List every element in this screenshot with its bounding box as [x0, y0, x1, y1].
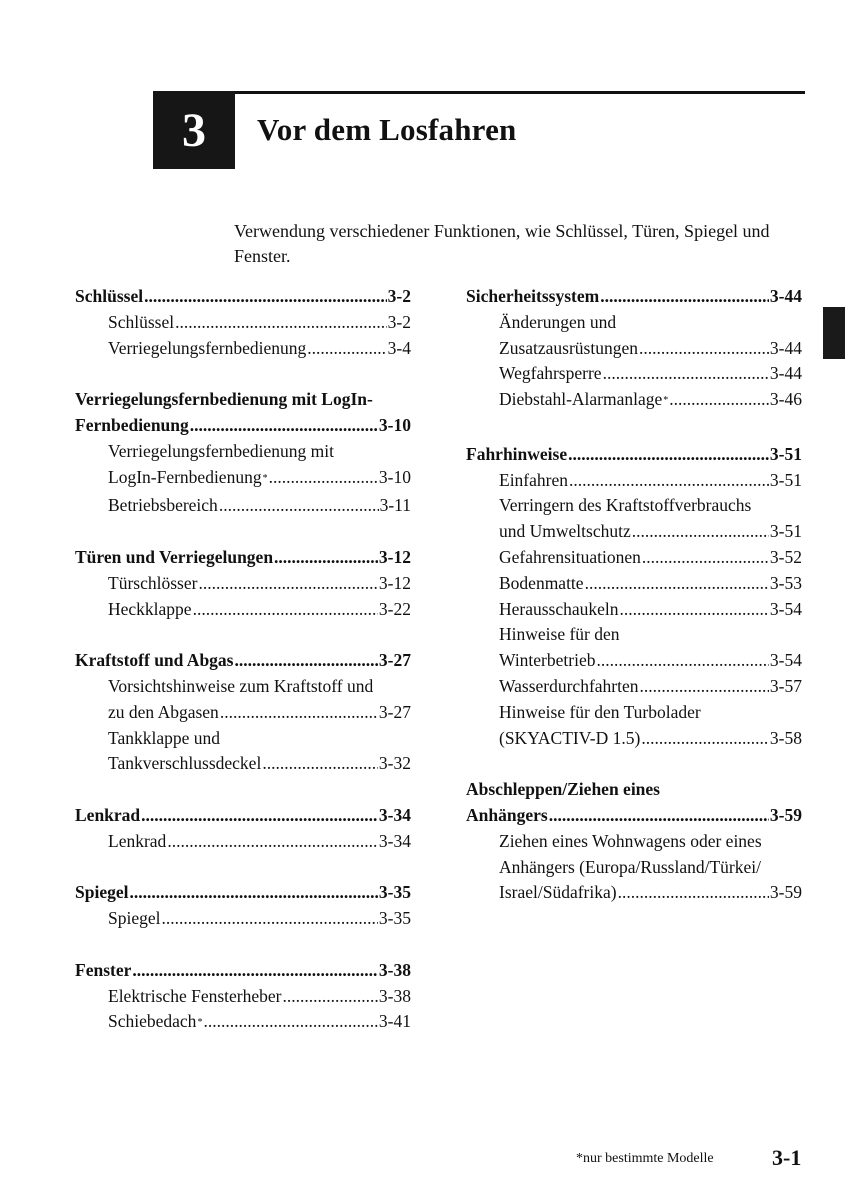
toc-section-title-line: Abschleppen/Ziehen eines — [466, 779, 660, 800]
toc-page-number: 3-51 — [769, 521, 802, 542]
toc-entry[interactable] — [466, 361, 802, 387]
toc-page-number: 3-12 — [378, 546, 411, 567]
toc-page-number: 3-59 — [769, 882, 802, 903]
toc-page-number: 3-34 — [378, 804, 411, 825]
dot-leader — [129, 880, 377, 906]
toc-page-number: 3-44 — [769, 337, 802, 358]
toc-entry[interactable] — [75, 700, 411, 726]
toc-entry[interactable] — [75, 465, 411, 494]
dot-leader — [132, 958, 378, 984]
toc-entry-title: Schiebedach — [108, 1011, 197, 1032]
toc-section-heading[interactable] — [466, 284, 802, 310]
toc-entry[interactable] — [466, 468, 802, 494]
toc-page-number: 3-38 — [378, 985, 411, 1006]
toc-section — [75, 545, 411, 622]
dot-leader — [596, 648, 768, 674]
dot-leader — [549, 803, 769, 829]
toc-entry[interactable] — [466, 571, 802, 597]
toc-section — [466, 777, 802, 906]
toc-page-number: 3-54 — [769, 650, 802, 671]
toc-page-number: 3-32 — [378, 753, 411, 774]
toc-section-title: Fenster — [75, 959, 132, 980]
toc-section — [75, 648, 411, 777]
toc-entry-title: Bodenmatte — [499, 572, 584, 593]
asterisk-marker: * — [262, 472, 268, 484]
toc-page-number: 3-34 — [378, 830, 411, 851]
toc-entry[interactable] — [75, 751, 411, 777]
toc-page-number: 3-46 — [769, 389, 802, 410]
toc-section — [466, 284, 802, 416]
header-rule — [233, 91, 805, 94]
toc-entry-title: LogIn-Fernbedienung — [108, 466, 262, 487]
toc-entry-title: und Umweltschutz — [499, 521, 631, 542]
toc-page-number: 3-52 — [769, 546, 802, 567]
toc-entry-title-line: Ziehen eines Wohnwagens oder eines — [499, 830, 762, 851]
dot-leader — [632, 519, 769, 545]
toc-section-heading[interactable] — [75, 880, 411, 906]
toc-entry[interactable] — [466, 336, 802, 362]
asterisk-marker: * — [197, 1017, 203, 1029]
toc-entry[interactable] — [75, 310, 411, 336]
toc-section-heading[interactable] — [75, 803, 411, 829]
toc-section-heading[interactable] — [75, 648, 411, 674]
dot-leader — [144, 284, 387, 310]
toc-section — [75, 803, 411, 855]
toc-page-number: 3-57 — [769, 675, 802, 696]
toc-page-number: 3-10 — [378, 414, 411, 435]
toc-page-number: 3-35 — [378, 882, 411, 903]
dot-leader — [269, 465, 378, 491]
toc-entry[interactable] — [75, 829, 411, 855]
toc-entry[interactable] — [466, 545, 802, 571]
toc-entry[interactable] — [466, 726, 802, 752]
toc-page-number: 3-35 — [378, 908, 411, 929]
toc-section-title: Fernbedienung — [75, 414, 189, 435]
toc-section-heading[interactable] — [466, 442, 802, 468]
toc-entry-title: Betriebsbereich — [108, 495, 218, 516]
toc-entry-title: (SKYACTIV-D 1.5) — [499, 727, 641, 748]
toc-page-number: 3-41 — [378, 1011, 411, 1032]
chapter-title: Vor dem Losfahren — [257, 112, 517, 147]
toc-section-title: Lenkrad — [75, 804, 141, 825]
toc-entry[interactable] — [466, 519, 802, 545]
toc-entry-title-line: Verriegelungsfernbedienung mit — [108, 440, 334, 461]
toc-entry-title: zu den Abgasen — [108, 701, 219, 722]
toc-entry-title: Türschlösser — [108, 572, 198, 593]
toc-page-number: 3-51 — [769, 443, 802, 464]
toc-entry-title-line: Änderungen und — [499, 311, 617, 332]
toc-entry[interactable] — [466, 648, 802, 674]
toc-page-number: 3-22 — [378, 598, 411, 619]
toc-entry-title-line: Hinweise für den — [499, 624, 620, 645]
toc-entry[interactable] — [75, 597, 411, 623]
dot-leader — [282, 984, 377, 1010]
toc-section-title-line: Verriegelungsfernbedienung mit LogIn- — [75, 389, 373, 410]
toc-section-heading[interactable] — [75, 545, 411, 571]
toc-entry-title: Herausschaukeln — [499, 598, 619, 619]
chapter-intro: Verwendung verschiedener Funktionen, wie Schlüssel, Türen, Spiegel und Fenster. — [234, 221, 770, 266]
toc-section-heading[interactable] — [75, 413, 411, 439]
toc-entry[interactable] — [466, 674, 802, 700]
dot-leader — [642, 545, 769, 571]
toc-entry-title-line: Verringern des Kraftstoffverbrauchs — [499, 495, 752, 516]
toc-entry-title: Zusatzausrüstungen — [499, 337, 638, 358]
toc-right-column — [466, 284, 802, 932]
toc-page-number: 3-10 — [378, 466, 411, 487]
toc-entry-title: Wegfahrsperre — [499, 363, 602, 384]
dot-leader — [162, 906, 378, 932]
toc-entry-title-line: Tankklappe und — [108, 727, 221, 748]
toc-page-number: 3-11 — [379, 495, 411, 516]
toc-entry-title: Heckklappe — [108, 598, 192, 619]
toc-left-column — [75, 284, 411, 1064]
toc-entry[interactable] — [75, 906, 411, 932]
dot-leader — [190, 413, 378, 439]
chapter-tab-marker — [823, 307, 845, 359]
toc-entry-title-line: Vorsichtshinweise zum Kraftstoff und — [108, 675, 374, 696]
dot-leader — [640, 674, 769, 700]
toc-page-number: 3-4 — [387, 337, 411, 358]
toc-section-title: Anhängers — [466, 804, 548, 825]
toc-section-title: Kraftstoff und Abgas — [75, 650, 234, 671]
toc-entry-title: Tankverschlussdeckel — [108, 753, 262, 774]
toc-entry[interactable] — [75, 1009, 411, 1038]
chapter-number: 3 — [182, 103, 206, 157]
toc-section — [75, 284, 411, 361]
toc-entry-title: Verriegelungsfernbedienung — [108, 337, 307, 358]
toc-entry[interactable] — [75, 336, 411, 362]
dot-leader — [568, 442, 769, 468]
dot-leader — [262, 751, 378, 777]
toc-entry-title: Spiegel — [108, 908, 161, 929]
dot-leader — [219, 493, 379, 519]
toc-entry-title: Elektrische Fensterheber — [108, 985, 282, 1006]
dot-leader — [620, 597, 769, 623]
toc-section-title: Türen und Verriegelungen — [75, 546, 274, 567]
toc-entry[interactable] — [75, 571, 411, 597]
toc-entry-title: Schlüssel — [108, 311, 175, 332]
page-number: 3-1 — [772, 1145, 802, 1170]
toc-section — [466, 442, 802, 752]
toc-page-number: 3-51 — [769, 469, 802, 490]
toc-page-number: 3-54 — [769, 598, 802, 619]
toc-page-number: 3-27 — [378, 701, 411, 722]
dot-leader — [193, 597, 378, 623]
dot-leader — [639, 336, 769, 362]
dot-leader — [167, 829, 378, 855]
toc-section-title: Spiegel — [75, 882, 129, 903]
toc-section — [75, 387, 411, 519]
dot-leader — [603, 361, 769, 387]
toc-section-title: Sicherheitssystem — [466, 286, 600, 306]
toc-page-number: 3-27 — [378, 650, 411, 671]
dot-leader — [198, 571, 377, 597]
toc-section — [75, 958, 411, 1038]
toc-entry-title: Gefahrensituationen — [499, 546, 641, 567]
toc-entry[interactable] — [75, 984, 411, 1010]
dot-leader — [141, 803, 378, 829]
toc-page-number: 3-44 — [769, 286, 802, 306]
toc-entry-title-line: Hinweise für den Turbolader — [499, 701, 701, 722]
dot-leader — [569, 468, 769, 494]
toc-page-number: 3-12 — [378, 572, 411, 593]
dot-leader — [274, 545, 378, 571]
dot-leader — [641, 726, 769, 752]
toc-entry-title: Wasserdurchfahrten — [499, 675, 639, 696]
asterisk-marker: * — [663, 395, 669, 407]
toc-page-number: 3-53 — [769, 572, 802, 593]
toc-entry[interactable] — [466, 387, 802, 416]
dot-leader — [307, 336, 386, 362]
toc-section — [75, 880, 411, 932]
toc-entry-title: Winterbetrieb — [499, 650, 596, 671]
toc-entry-title: Einfahren — [499, 469, 568, 490]
dot-leader — [175, 310, 387, 336]
toc-page-number: 3-38 — [378, 959, 411, 980]
chapter-number-box — [153, 91, 235, 169]
toc-section-heading[interactable] — [466, 803, 802, 829]
dot-leader — [669, 387, 769, 413]
toc-page-number: 3-2 — [387, 286, 411, 306]
dot-leader — [203, 1009, 377, 1035]
toc-page-number: 3-59 — [769, 804, 802, 825]
dot-leader — [585, 571, 769, 597]
toc-entry-title: Diebstahl-Alarmanlage — [499, 389, 663, 410]
dot-leader — [220, 700, 378, 726]
dot-leader — [235, 648, 378, 674]
toc-section-heading[interactable] — [75, 284, 411, 310]
toc-page-number: 3-2 — [387, 311, 411, 332]
toc-entry-title-line: Anhängers (Europa/Russland/Türkei/ — [499, 856, 761, 877]
toc-page-number: 3-44 — [769, 363, 802, 384]
toc-entry-title: Israel/Südafrika) — [499, 882, 617, 903]
toc-section-title: Schlüssel — [75, 286, 144, 306]
dot-leader — [600, 284, 769, 310]
toc-entry-title: Lenkrad — [108, 830, 167, 851]
dot-leader — [618, 880, 769, 906]
toc-entry[interactable] — [75, 493, 411, 519]
footnote: *nur bestimmte Modelle — [576, 1151, 714, 1166]
toc-page-number: 3-58 — [769, 727, 802, 748]
toc-entry[interactable] — [466, 597, 802, 623]
toc-section-title: Fahrhinweise — [466, 443, 568, 464]
toc-section-heading[interactable] — [75, 958, 411, 984]
toc-entry[interactable] — [466, 880, 802, 906]
